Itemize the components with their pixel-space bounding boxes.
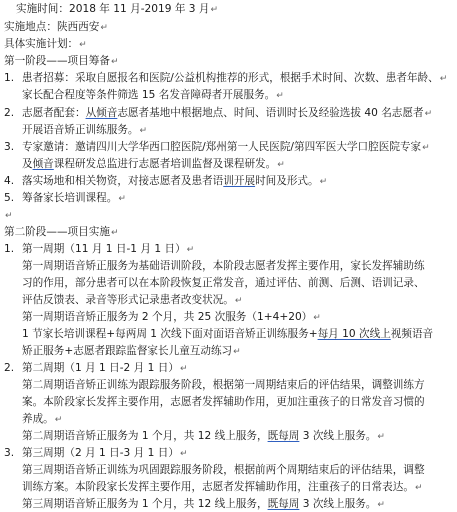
cycle2-line-3: 养成。↵: [22, 413, 63, 425]
cycle1-line-2: 习的作用，部分患者可以在本阶段恢复正常发音，通过评估、前测、后测、语训记录、: [22, 277, 425, 289]
cycle1-line-1: 第一周期语音矫正服务为基础语训阶段，本阶段志愿者发挥主要作用，家长发挥辅助练: [22, 260, 425, 272]
cycle3-line-3: 第三周期语音矫正服务为 1 个月，共 12 线上服务，既每周 3 次线上服务。↵: [22, 498, 385, 510]
cycle1-line-4: 第一周期语音矫正服务为 2 个月，共 25 次服务（1+4+20）↵: [22, 311, 321, 323]
list-number: 3.: [4, 141, 15, 153]
plan-title: 具体实施计划：↵: [4, 38, 87, 50]
empty-line-mark: ↵: [5, 211, 13, 221]
list-number: 1.: [4, 243, 15, 255]
cycle2-line-2: 案。本阶段家长发挥主要作用，志愿者发挥辅助作用，更加注重孩子的日常发音习惯的: [22, 396, 425, 408]
venue-line: 落实场地和相关物资，对接志愿者及患者语训开展时间及形式。↵: [22, 175, 328, 187]
phase2-heading: 第二阶段——项目实施↵: [4, 226, 119, 238]
list-number: 4.: [4, 175, 15, 187]
cycle1-line-3: 评估反馈表、录音等形式记录患者改变状况。↵: [22, 294, 243, 306]
list-number: 2.: [4, 107, 15, 119]
impl-time-line: 实施时间：2018 年 11 月-2019 年 3 月↵: [16, 3, 219, 15]
cycle3-line-1: 第三周期语音矫正训练为巩固跟踪服务阶段，根据前两个周期结束后的评估结果，调整: [22, 464, 425, 476]
cycle1-line-5: 1 节家长培训课程+每两周 1 次线下面对面语音矫正训练服务+每月 10 次线上视频语音: [22, 328, 434, 340]
list-number: 5.: [4, 192, 15, 204]
volunteer-line-1: 志愿者配套：从倾音志愿者基地中根据地点、时间、语训时长及经验选拔 40 名志愿者↵: [22, 107, 433, 119]
parent-course-line: 筹备家长培训课程。↵: [22, 192, 126, 204]
impl-place-line: 实施地点：陕西西安↵: [4, 21, 108, 33]
cycle2-line-1: 第二周期语音矫正训练为跟踪服务阶段，根据第一周期结束后的评估结果，调整训练方: [22, 379, 425, 391]
recruit-line-2: 家长配合程度等条件筛选 15 名发音障碍者开展服务。↵: [22, 89, 284, 101]
list-number: 3.: [4, 447, 15, 459]
cycle3-title: 第三周期（2 月 1 日-3 月 1 日）↵: [22, 447, 188, 459]
cycle1-line-6: 矫正服务+志愿者跟踪监督家长儿童互动练习↵: [22, 345, 241, 357]
volunteer-line-2: 开展语音矫正训练服务。↵: [22, 124, 148, 136]
list-number: 2.: [4, 362, 15, 374]
recruit-line-1: 患者招募：采取自愿报名和医院/公益机构推荐的形式，根据手术时间、次数、患者年龄、↵: [22, 72, 448, 84]
cycle2-line-4: 第二周期语音矫正服务为 1 个月，共 12 线上服务，既每周 3 次线上服务。↵: [22, 430, 385, 442]
list-number: 1.: [4, 72, 15, 84]
cycle1-title: 第一周期（11 月 1 日-1 月 1 日）↵: [22, 243, 195, 255]
expert-line-1: 专家邀请：邀请四川大学华西口腔医院/郑州第一人民医院/第四军医大学口腔医院专家↵: [22, 141, 430, 153]
expert-line-2: 及倾音课程研发总监进行志愿者培训监督及课程研发。↵: [22, 158, 285, 170]
phase1-heading: 第一阶段——项目筹备↵: [4, 55, 119, 67]
cycle2-title: 第二周期（1 月 1 日-2 月 1 日）↵: [22, 362, 188, 374]
cycle3-line-2: 训练方案。本阶段家长发挥主要作用，志愿者发挥辅助作用，注重孩子的日常表达。↵: [22, 481, 423, 493]
